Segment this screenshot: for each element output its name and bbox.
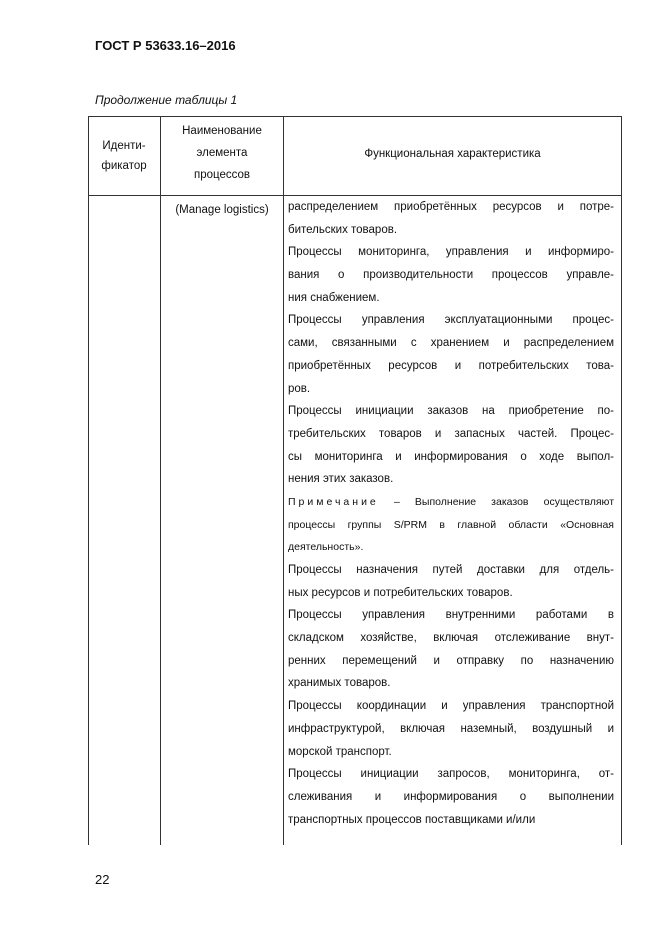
table-border-left (88, 116, 89, 845)
text-line: Процессы управления внутренними работами в (288, 609, 614, 622)
text-line: ния снабжением. (288, 291, 380, 304)
text-line: требительских товаров и запасных частей. Процес- (288, 427, 614, 440)
text-line: распределением приобретённых ресурсов и потре- (288, 201, 614, 213)
process-name-cell: (Manage logistics) (175, 204, 269, 216)
header-process-name-line: элемента (196, 147, 248, 159)
header-functional-description: Функциональная характеристика (364, 148, 541, 160)
note-label: Примечание (288, 495, 379, 508)
header-identifier-line: фикатор (101, 160, 147, 172)
text-line: Процессы назначения путей доставки для отдель- (288, 564, 614, 576)
header-process-name (161, 120, 283, 186)
table-border-top (88, 116, 622, 117)
text-line: транспортных процессов поставщиками и/или (288, 813, 536, 826)
note-text: – Выполнение заказов осуществляют (393, 495, 614, 508)
header-identifier-line: Иденти- (102, 140, 146, 152)
document-title: ГОСТ Р 53633.16–2016 (95, 38, 236, 53)
text-line: ров. (288, 382, 311, 395)
functional-description-cell (288, 196, 614, 831)
table (88, 116, 622, 845)
text-line: нения этих заказов. (288, 473, 394, 486)
header-process-name-line: процессов (193, 169, 250, 181)
page-number: 22 (95, 872, 110, 887)
text-line: морской транспорт. (288, 745, 392, 758)
text-line: бительских товаров. (288, 223, 398, 236)
text-line: Процессы мониторинга, управления и информиро- (288, 246, 614, 259)
note-line: процессы группы S/PRM в главной области «Основная (288, 518, 614, 531)
text-line: складском хозяйстве, включая отслеживание внут- (288, 632, 614, 645)
header-identifier (88, 136, 160, 176)
text-line: ных ресурсов и потребительских товаров. (288, 586, 513, 599)
text-line: сами, связанными с хранением и распределением (288, 337, 614, 350)
text-line: Процессы управления эксплуатационными процес- (288, 314, 614, 327)
column-divider-2 (283, 116, 284, 845)
text-line: Процессы инициации заказов на приобретение по- (288, 405, 614, 418)
text-line: слеживания и информирования о выполнении (288, 790, 614, 803)
column-divider-1 (160, 116, 161, 845)
text-line: Процессы координации и управления транспортной (288, 700, 614, 713)
note-line: деятельность». (288, 541, 364, 554)
text-line: приобретённых ресурсов и потребительских това- (288, 359, 614, 372)
text-line: сы мониторинга и информирования о ходе выпол- (288, 450, 614, 463)
text-line: ренних перемещений и отправку по назначению (288, 654, 614, 667)
header-process-name-line: Наименование (182, 125, 262, 137)
text-line: инфраструктурой, включая наземный, воздушный и (288, 722, 614, 735)
text-line: хранимых товаров. (288, 677, 391, 690)
table-border-right (621, 116, 622, 845)
table-caption: Продолжение таблицы 1 (95, 93, 238, 107)
text-line: вания о производительности процессов управле- (288, 269, 614, 282)
note-line (288, 491, 614, 514)
text-line: Процессы инициации запросов, мониторинга, от- (288, 768, 614, 781)
